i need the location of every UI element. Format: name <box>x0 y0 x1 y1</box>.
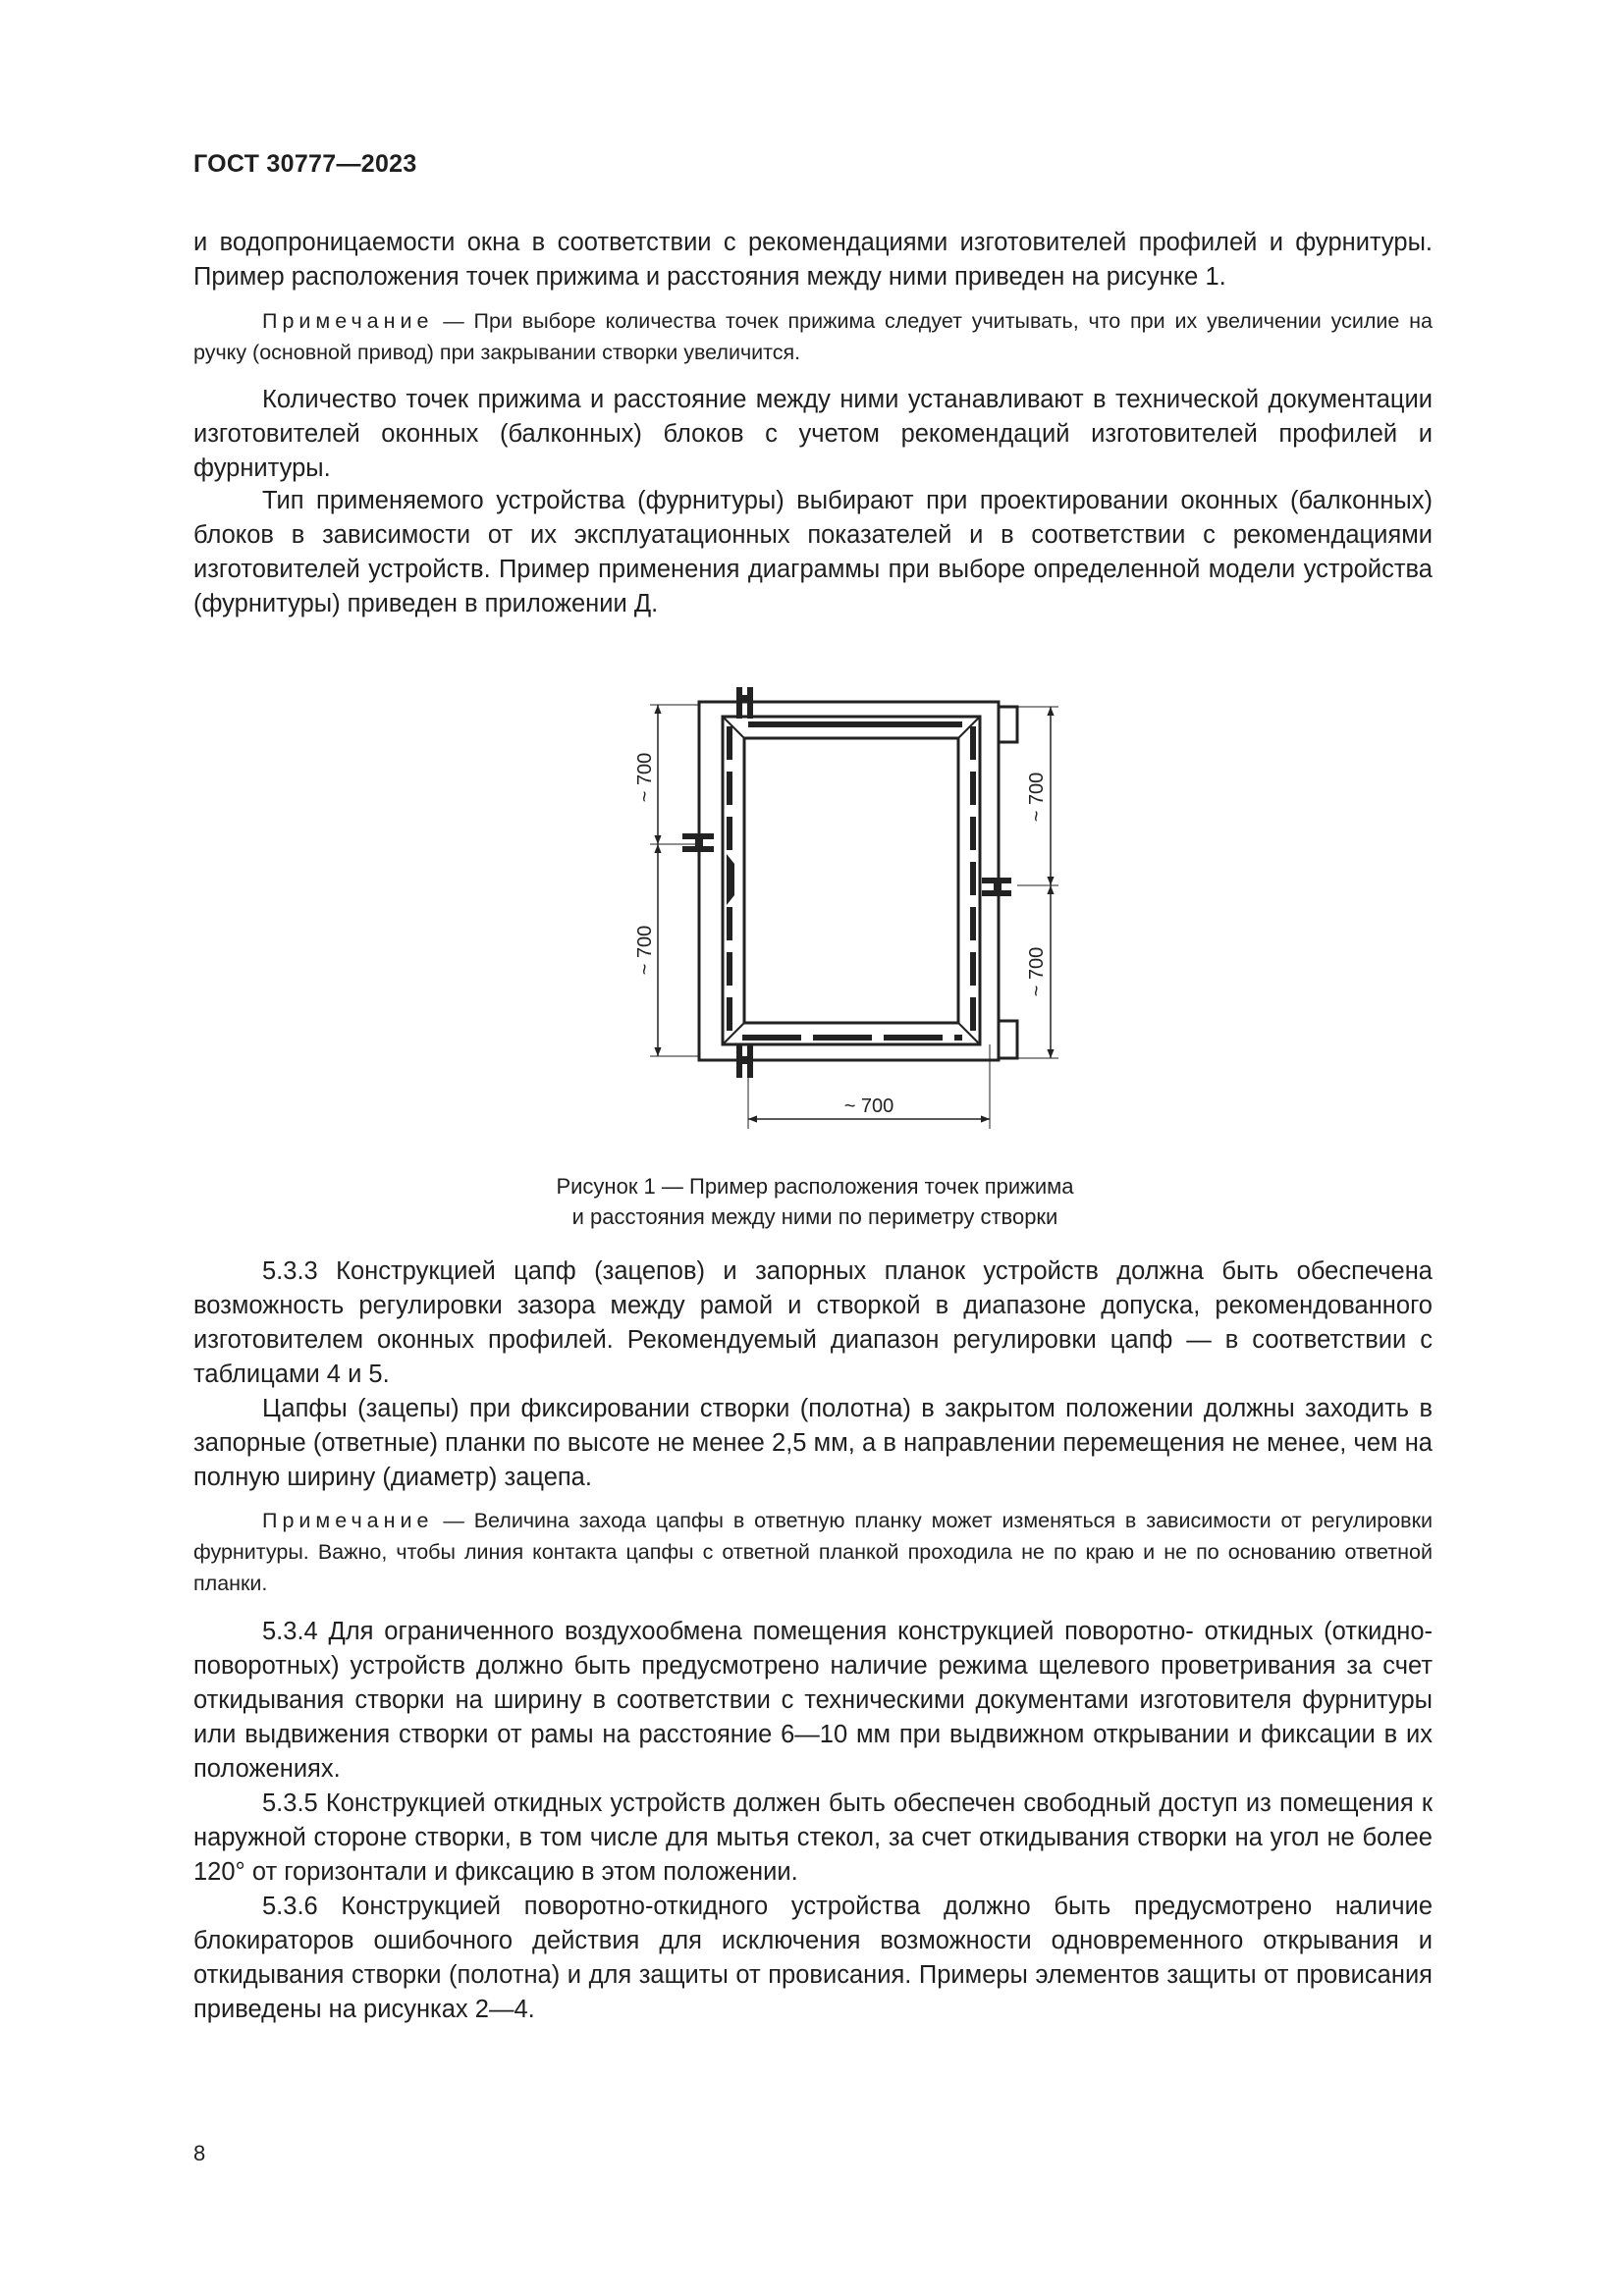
note-label: Примечание <box>262 309 434 333</box>
frame-projection <box>999 1021 1017 1058</box>
note-text: — Величина захода цапфы в ответную планку может изменяться в зависимости от регулировки фурнитуры. Важно, чтобы линия контакта цапфы с ответной планкой проходила не по краю и не по основанию ответной планки. <box>193 1509 1433 1595</box>
locking-point-right <box>982 878 1011 896</box>
paragraph: 5.3.3 Конструкцией цапф (зацепов) и запорных планок устройств должна быть обеспечена возможность регулировки зазора между рамой и створкой в диапазоне допуска, рекомендованного изготовителем оконных профилей. Рекомендуемый диапазон регулировки цапф — в соответствии с таблицами 4 и 5. <box>193 1257 1433 1388</box>
dimension-label: ~ 700 <box>1026 946 1048 997</box>
dimension-label: ~ 700 <box>843 1095 894 1117</box>
note-label: Примечание <box>262 1509 434 1532</box>
note-text: — При выборе количества точек прижима следует учитывать, что при их увеличении усилие на ручку (основной привод) при закрывании створки увеличится. <box>193 309 1433 364</box>
miter-line <box>723 1023 744 1044</box>
paragraph: Тип применяемого устройства (фурнитуры) выбирают при проектировании оконных (балконных) блоков в зависимости от их эксплуатационных показателей и в соответствии с рекомендациями изготовителей устройств. Пример применения диаграммы при выборе определенной модели устройства (фурнитуры) приведен в приложении Д. <box>193 487 1433 617</box>
miter-line <box>958 1023 980 1044</box>
paragraph: 5.3.4 Для ограниченного воздухообмена помещения конструкцией поворотно- откидных (откидно-поворотных) устройств должно быть предусмотрено наличие режима щелевого проветривания за счет откидывания створки на ширину в соответствии с техническими документами изготовителя фурнитуры или выдвижения створки от рамы на расстояние 6—10 мм при выдвижном открывании и фиксации в их положениях. <box>193 1618 1433 1783</box>
window-sash-diagram <box>628 667 1060 1139</box>
document-header: ГОСТ 30777—2023 <box>193 150 417 178</box>
frame-projection <box>999 707 1017 742</box>
locking-point-bottom <box>736 1044 753 1078</box>
dimension-label: ~ 700 <box>1026 772 1048 823</box>
locking-point-top <box>736 687 753 719</box>
paragraph: Цапфы (зацепы) при фиксировании створки (полотна) в закрытом положении должны заходить в запорные (ответные) планки по высоте не менее 2,5 мм, а в направлении перемещения не менее, чем на полную ширину (диаметр) зацепа. <box>193 1395 1433 1491</box>
dimension-label: ~ 700 <box>634 925 656 976</box>
figure-caption <box>442 1171 1188 1232</box>
note <box>193 305 1433 368</box>
dimension-label: ~ 700 <box>634 752 656 803</box>
figure-1-diagram <box>628 667 1060 1139</box>
page-number: 8 <box>193 2141 206 2165</box>
sash-inner <box>744 738 958 1023</box>
paragraph: и водопроницаемости окна в соответствии с рекомендациями изготовителей профилей и фурнитуры. Пример расположения точек прижима и расстояния между ними приведен на рисунке 1. <box>193 229 1433 291</box>
miter-line <box>723 717 744 738</box>
caption-line: и расстояния между ними по периметру створки <box>571 1204 1058 1229</box>
caption-line: Рисунок 1 — Пример расположения точек прижима <box>556 1174 1074 1199</box>
paragraph: 5.3.6 Конструкцией поворотно-откидного устройства должно быть предусмотрено наличие блокираторов ошибочного действия для исключения возможности одновременного открывания и откидывания створки (полотна) и для защиты от провисания. Примеры элементов защиты от провисания приведены на рисунках 2—4. <box>193 1893 1433 2023</box>
paragraph: 5.3.5 Конструкцией откидных устройств должен быть обеспечен свободный доступ из помещения к наружной стороне створки, в том числе для мытья стекол, за счет откидывания створки на угол не более 120° от горизонтали и фиксацию в этом положении. <box>193 1789 1433 1886</box>
note <box>193 1505 1433 1599</box>
sash-outer <box>723 717 980 1044</box>
paragraph: Количество точек прижима и расстояние между ними устанавливают в технической документации изготовителей оконных (балконных) блоков с учетом рекомендаций изготовителей профилей и фурнитуры. <box>193 386 1433 482</box>
